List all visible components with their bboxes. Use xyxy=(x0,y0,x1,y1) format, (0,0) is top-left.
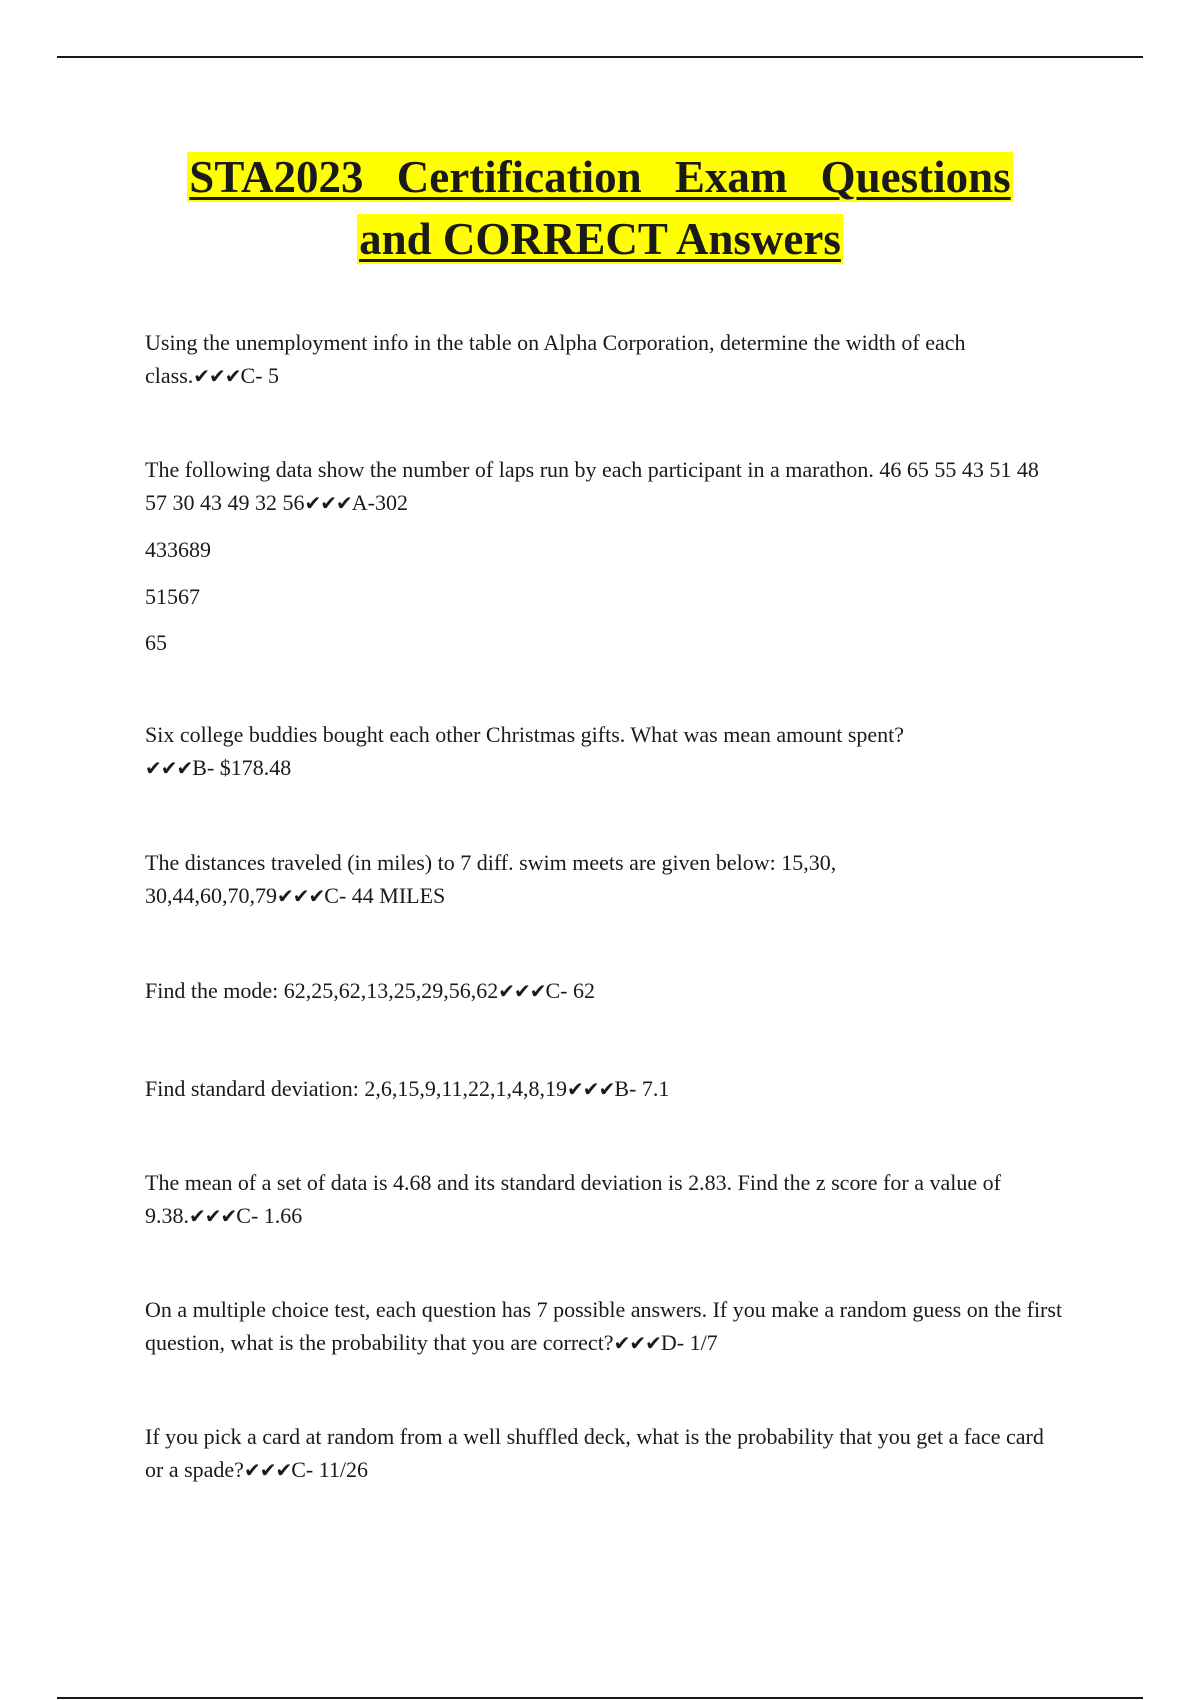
title-line-1: STA2023 Certification Exam Questions xyxy=(189,152,1011,202)
check-mark-icon: ✔✔✔ xyxy=(613,1331,661,1355)
qa-item-3 xyxy=(145,718,945,785)
question-text: The distances traveled (in miles) to 7 diff. swim meets are given below: 15,30, 30,44,60,70,79 xyxy=(145,850,837,908)
check-mark-icon: ✔✔✔ xyxy=(304,491,352,515)
question-text: The following data show the number of laps run by each participant in a marathon. 46 65 55 43 51 48 57 30 43 49 32 56 xyxy=(145,457,1039,515)
bottom-rule xyxy=(57,1697,1143,1699)
qa-item-7 xyxy=(145,1166,1025,1233)
answer-text: C- 62 xyxy=(545,978,595,1003)
check-mark-icon: ✔✔✔ xyxy=(277,884,325,908)
check-mark-icon: ✔✔✔ xyxy=(567,1077,615,1101)
qa-item-2 xyxy=(145,453,1065,520)
top-rule xyxy=(57,56,1143,58)
qa-item-9 xyxy=(145,1420,1065,1487)
question-text: On a multiple choice test, each question has 7 possible answers. If you make a random guess on the first question, what is the probability that you are correct? xyxy=(145,1297,1063,1355)
answer-text: C- 44 MILES xyxy=(324,883,446,908)
extra-line-3: 65 xyxy=(145,630,167,655)
document-title xyxy=(0,146,1200,270)
answer-text: C- 11/26 xyxy=(291,1457,369,1482)
question-text: If you pick a card at random from a well shuffled deck, what is the probability that you get a face card or a spade? xyxy=(145,1424,1044,1482)
answer-text: C- 1.66 xyxy=(236,1203,303,1228)
qa-item-4 xyxy=(145,846,925,913)
check-mark-icon: ✔✔✔ xyxy=(243,1458,292,1482)
answer-text: B- 7.1 xyxy=(614,1076,670,1101)
qa-item-6 xyxy=(145,1072,1065,1106)
check-mark-icon: ✔✔✔ xyxy=(193,364,241,388)
extra-line-2: 51567 xyxy=(145,584,200,609)
question-text: The mean of a set of data is 4.68 and its standard deviation is 2.83. Find the z score for a value of 9.38. xyxy=(145,1170,1001,1228)
question-text: Find standard deviation: 2,6,15,9,11,22,1,4,8,19 xyxy=(145,1076,568,1101)
qa-item-5 xyxy=(145,974,1065,1008)
extra-line-1: 433689 xyxy=(145,537,211,562)
check-mark-icon: ✔✔✔ xyxy=(498,979,546,1003)
answer-text: B- $178.48 xyxy=(192,755,292,780)
qa-item-1 xyxy=(145,326,1065,393)
title-line-2: and CORRECT Answers xyxy=(359,214,841,264)
answer-text: D- 1/7 xyxy=(660,1330,718,1355)
answer-text: A-302 xyxy=(351,490,408,515)
question-text: Find the mode: 62,25,62,13,25,29,56,62 xyxy=(145,978,499,1003)
check-mark-icon: ✔✔✔ xyxy=(189,1204,237,1228)
question-text: Using the unemployment info in the table on Alpha Corporation, determine the width of each class. xyxy=(145,330,966,388)
qa-item-8 xyxy=(145,1293,1065,1360)
check-mark-icon: ✔✔✔ xyxy=(145,756,193,780)
answer-text: C- 5 xyxy=(240,363,280,388)
question-text: Six college buddies bought each other Christmas gifts. What was mean amount spent? xyxy=(145,722,905,747)
